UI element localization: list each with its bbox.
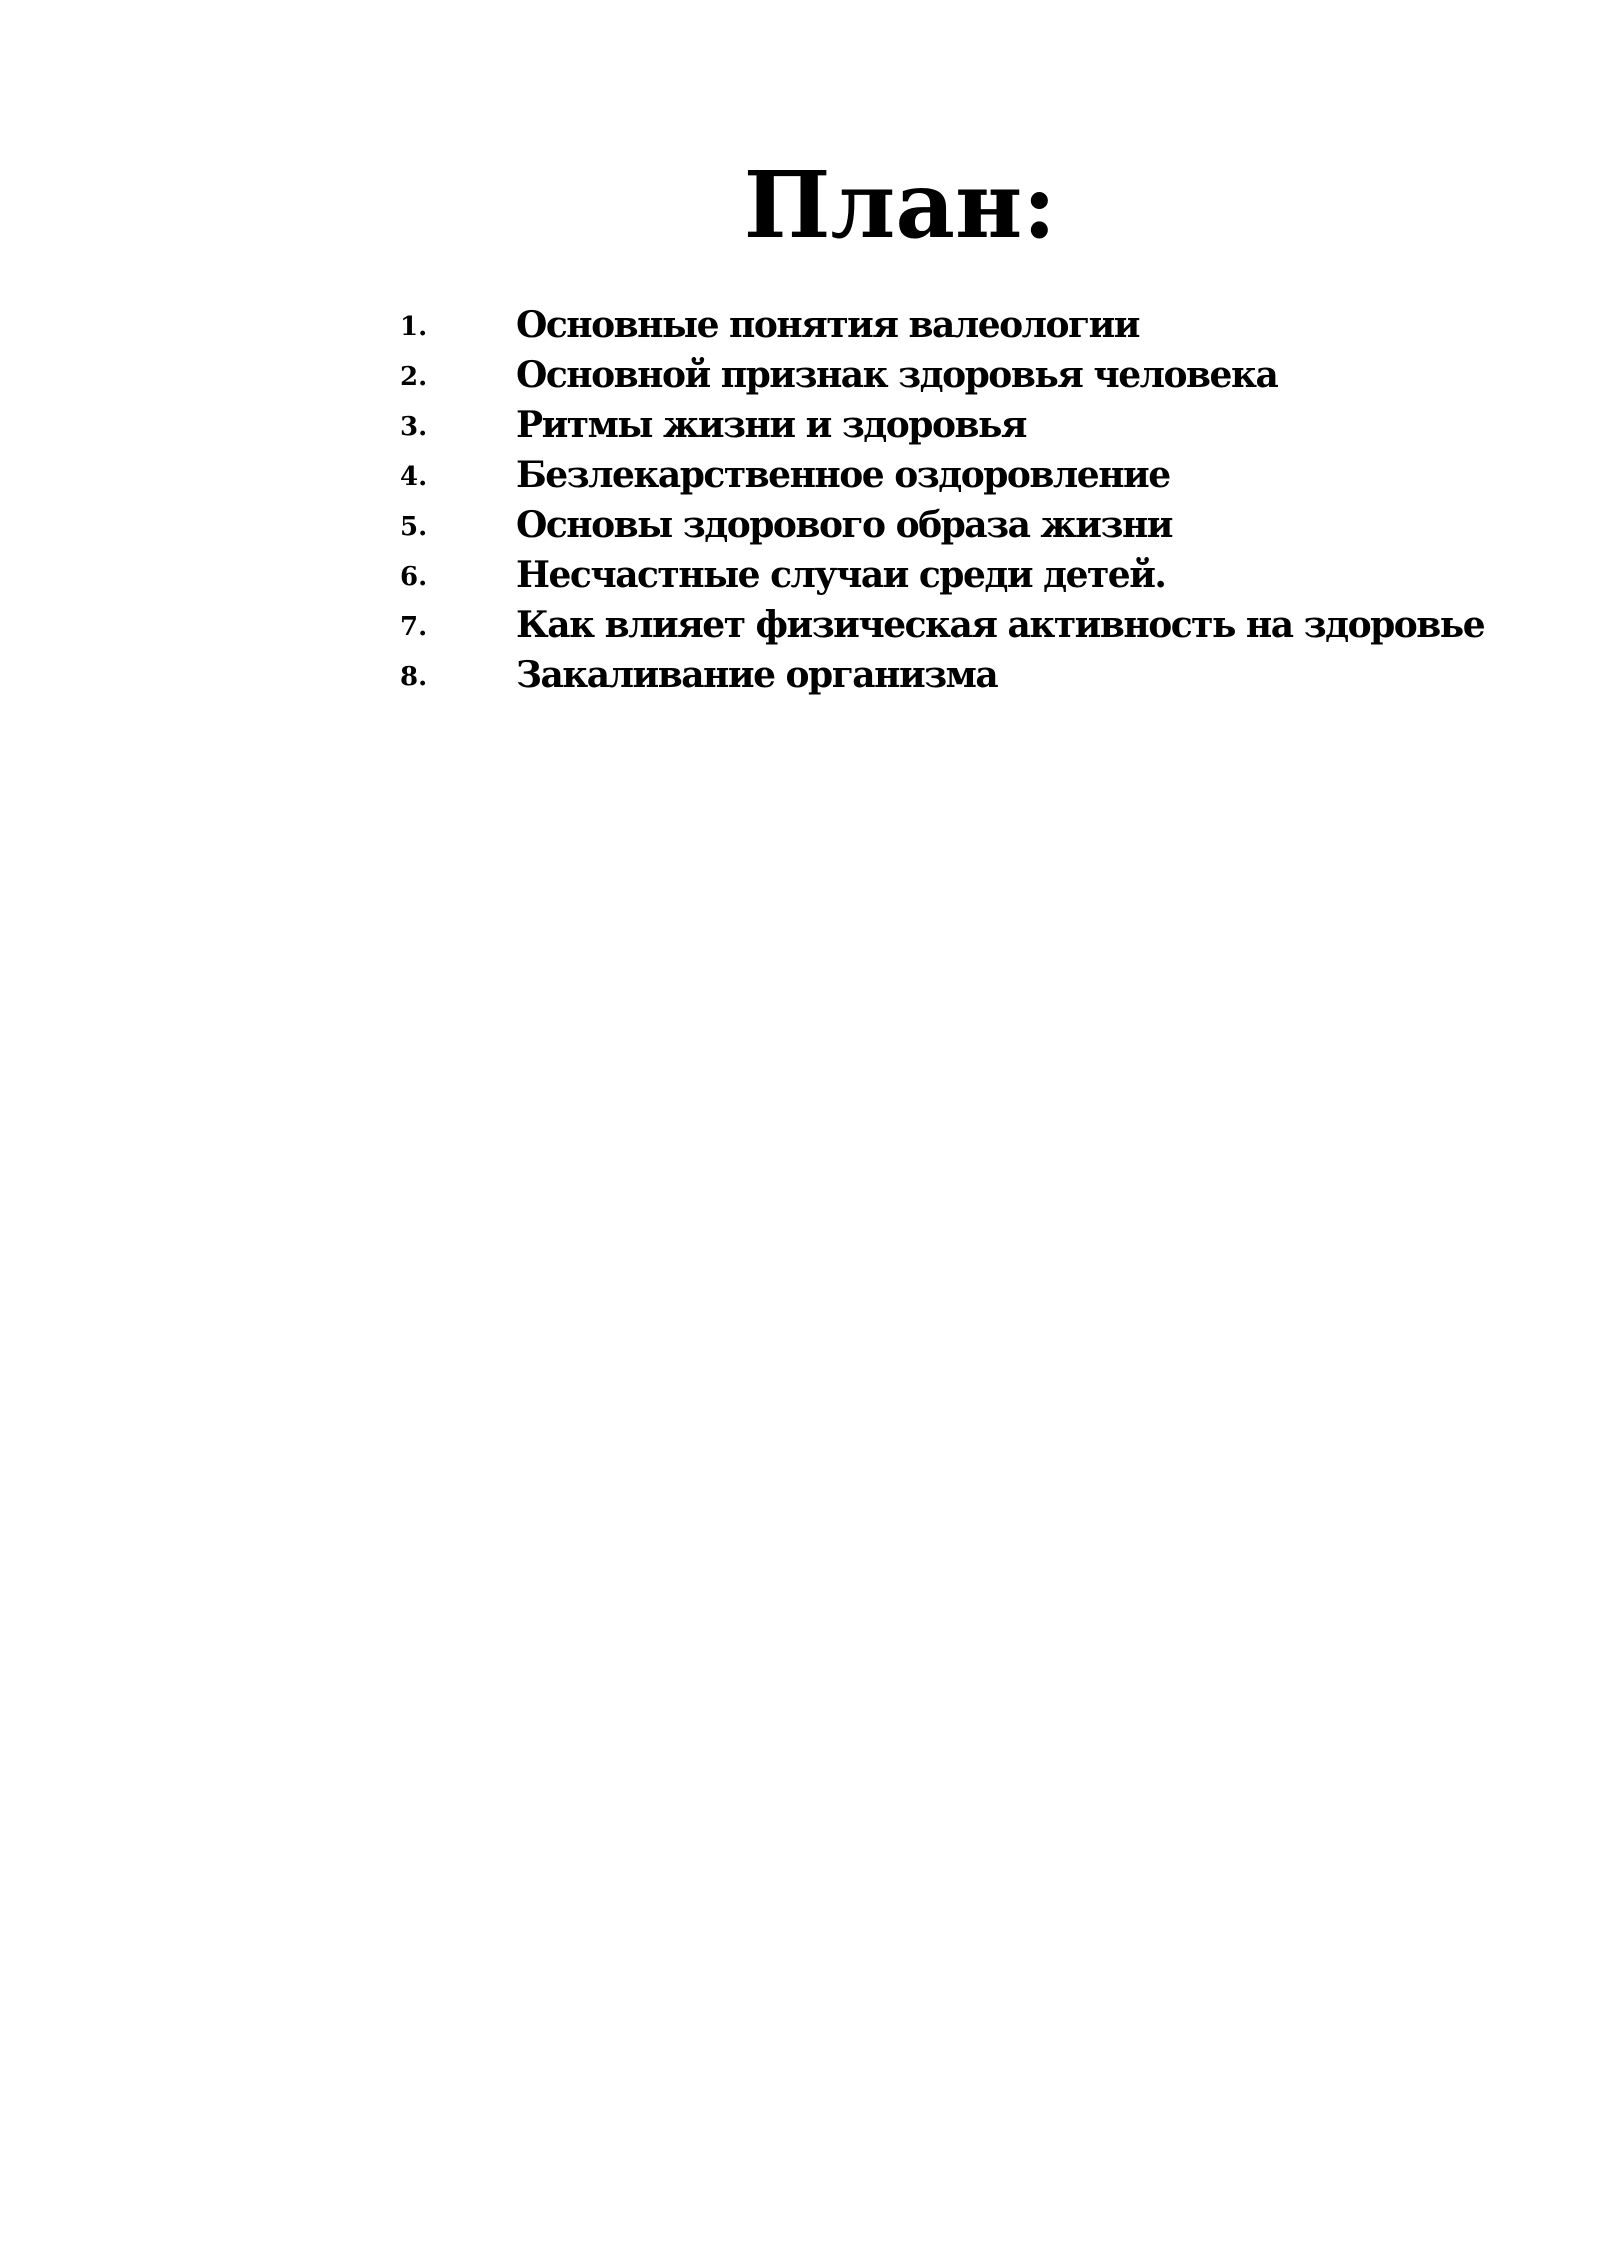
list-item-text: Безлекарственное оздоровление — [516, 454, 1170, 496]
list-item-text: Основной признак здоровья человека — [516, 354, 1278, 396]
list-item-number: 1. — [400, 312, 428, 342]
list-item-number: 3. — [400, 412, 428, 442]
list-item-number: 7. — [400, 612, 428, 642]
list-item-number: 6. — [400, 562, 428, 592]
list-item-text: Несчастные случаи среди детей. — [516, 554, 1166, 596]
list-item-text: Основы здорового образа жизни — [516, 504, 1173, 546]
list-item-number: 2. — [400, 362, 428, 392]
list-item-text: Как влияет физическая активность на здоровье — [516, 604, 1485, 646]
list-item-number: 5. — [400, 512, 428, 542]
list-item-text: Закаливание организма — [516, 654, 998, 696]
page-title: План: — [743, 151, 1057, 259]
list-item-text: Основные понятия валеологии — [516, 304, 1139, 346]
list-item-text: Ритмы жизни и здоровья — [516, 404, 1027, 446]
list-item-number: 4. — [400, 462, 428, 492]
list-item-number: 8. — [400, 662, 428, 692]
